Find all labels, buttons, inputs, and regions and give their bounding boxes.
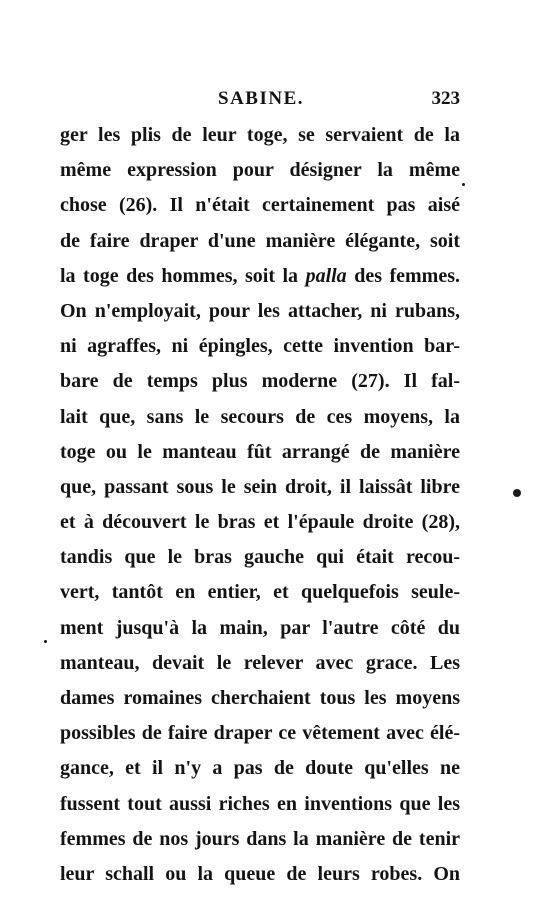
text-line: vert, tantôt en entier, et quelquefois seule- bbox=[60, 581, 460, 604]
text-line: même expression pour désigner la même bbox=[60, 159, 460, 182]
text-line: ni agraffes, ni épingles, cette invention bar- bbox=[60, 335, 460, 358]
text-line: que, passant sous le sein droit, il laissât libre bbox=[60, 475, 460, 498]
text-line: toge ou le manteau fût arrangé de manière bbox=[60, 440, 460, 463]
text-line: femmes de nos jours dans la manière de tenir bbox=[60, 827, 460, 850]
text-line: chose (26). Il n'était certainement pas aisé bbox=[60, 194, 460, 217]
running-title: SABINE. bbox=[218, 88, 304, 109]
text-line: tandis que le bras gauche qui était recou- bbox=[60, 546, 460, 569]
text-line: manteau, devait le relever avec grace. Les bbox=[60, 651, 460, 674]
body-text bbox=[60, 118, 460, 892]
text-line: dames romaines cherchaient tous les moyens bbox=[60, 687, 460, 709]
text-line: On n'employait, pour les attacher, ni rubans, bbox=[60, 299, 460, 322]
text-line: bare de temps plus moderne (27). Il fal- bbox=[60, 370, 460, 393]
text-line: de faire draper d'une manière élégante, soit bbox=[60, 229, 460, 252]
text-line: ger les plis de leur toge, se servaient de la bbox=[60, 124, 460, 146]
page-number: 323 bbox=[431, 88, 460, 109]
running-head bbox=[60, 88, 460, 118]
ink-speck bbox=[462, 183, 465, 186]
text-line: et à découvert le bras et l'épaule droite (28), bbox=[60, 511, 460, 534]
text-line: gance, et il n'y a pas de doute qu'elles ne bbox=[60, 757, 460, 780]
text-line: possibles de faire draper ce vêtement avec élé- bbox=[60, 722, 460, 745]
italic-word: palla bbox=[305, 264, 347, 287]
ink-speck bbox=[44, 640, 47, 643]
text-line: lait que, sans le secours de ces moyens, la bbox=[60, 405, 460, 428]
text-line: la toge des hommes, soit la palla des femmes. bbox=[60, 264, 460, 287]
text-line: ment jusqu'à la main, par l'autre côté du bbox=[60, 616, 460, 639]
ink-speck bbox=[513, 489, 521, 497]
text-line: fussent tout aussi riches en inventions que les bbox=[60, 792, 460, 815]
text-line: leur schall ou la queue de leurs robes. On bbox=[60, 862, 460, 885]
